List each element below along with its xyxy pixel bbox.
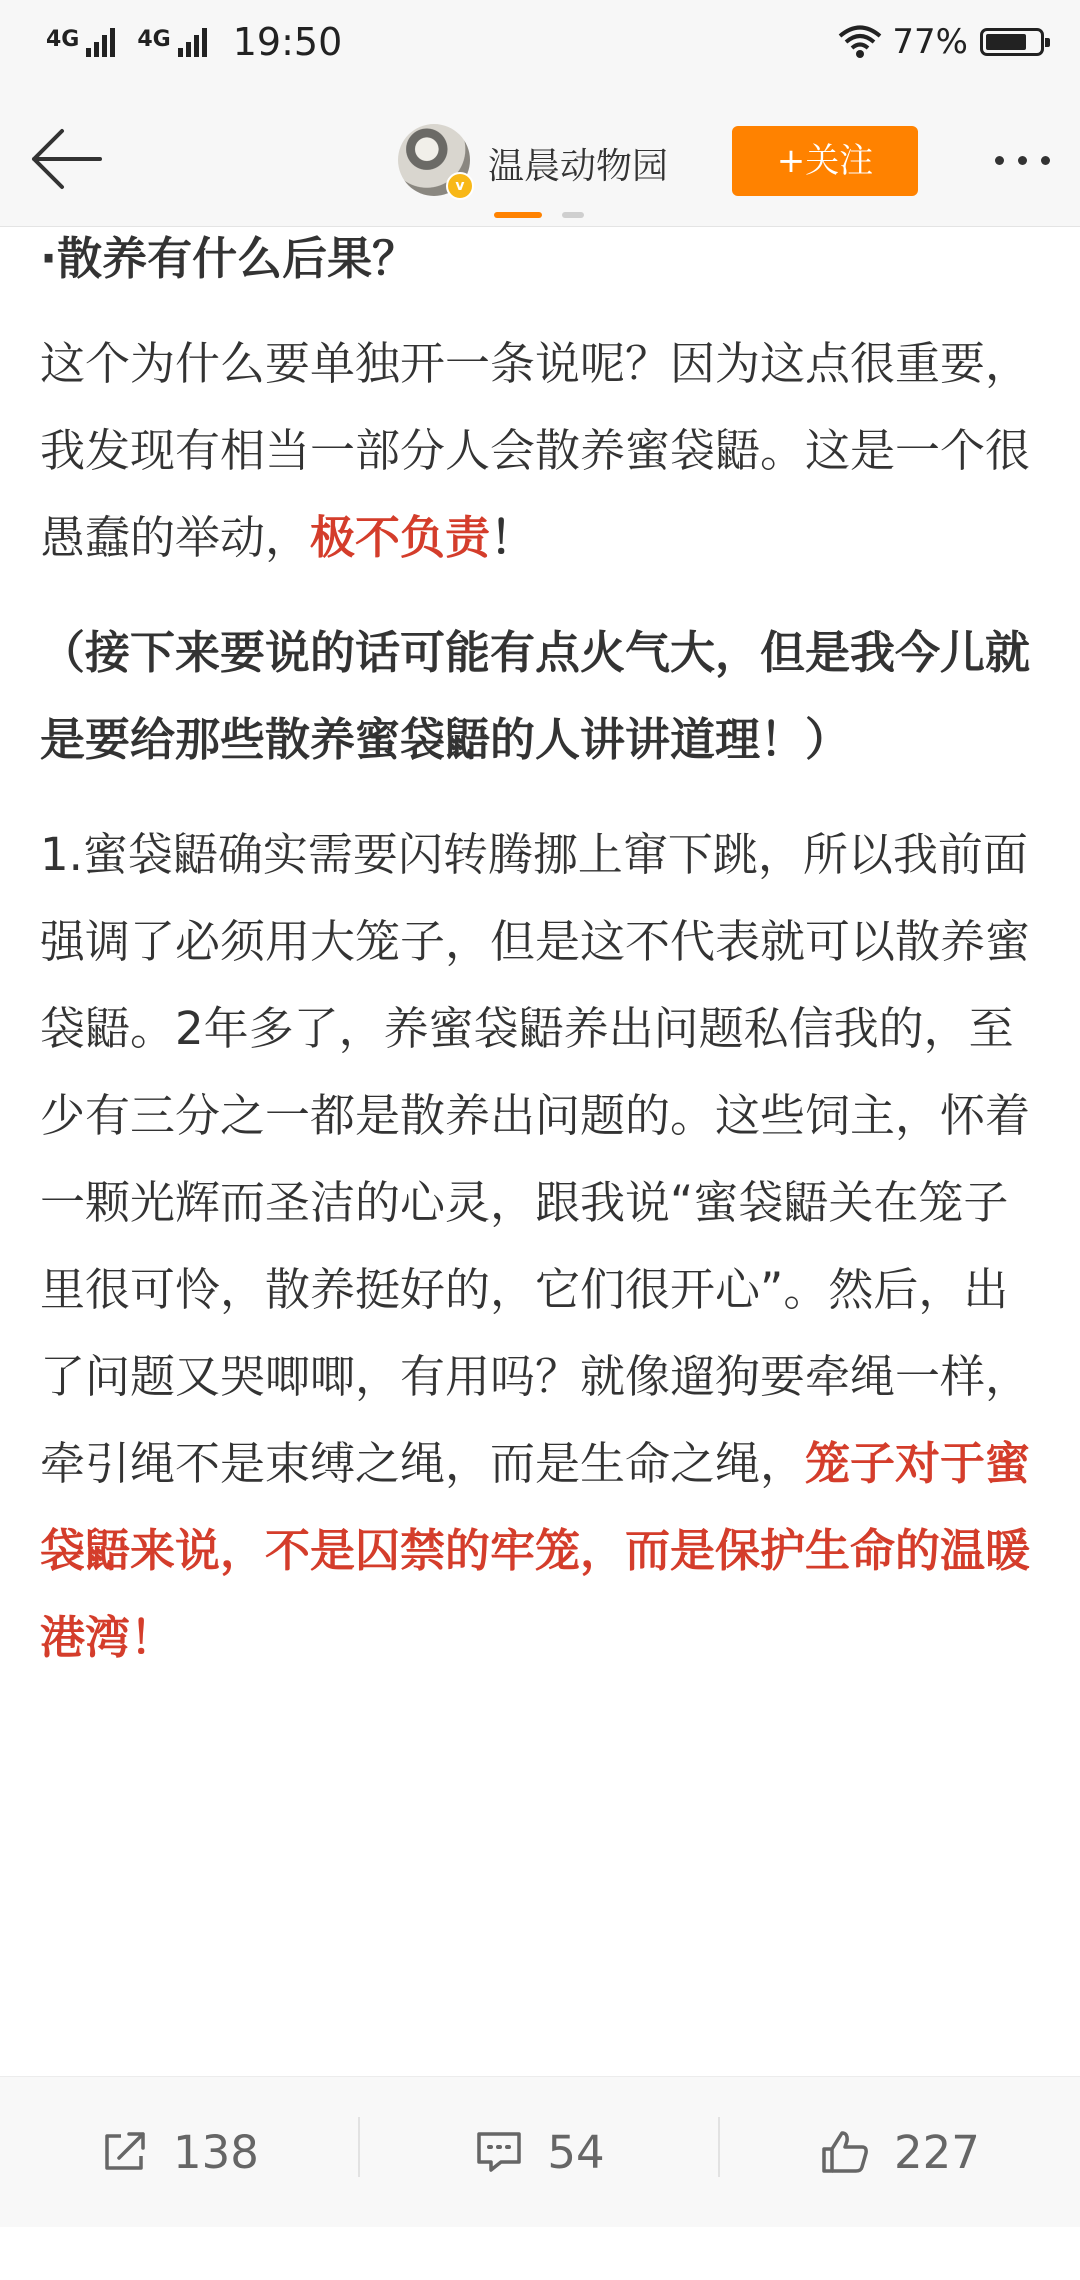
- page-indicator-active: [494, 212, 542, 218]
- comment-count: 54: [547, 2125, 605, 2179]
- paragraph-1-highlight: 极不负责: [310, 511, 491, 564]
- repost-button[interactable]: [0, 2077, 360, 2227]
- nav-bar: [0, 96, 1080, 227]
- like-button[interactable]: [720, 2077, 1080, 2227]
- paragraph-3-highlight: 笼子对于蜜袋鼯来说，不是囚禁的牢笼，而是保护生命的温暖港湾！: [40, 1437, 1031, 1664]
- network-type-label: 4G: [46, 27, 80, 52]
- comment-icon: [475, 2130, 523, 2174]
- status-left: [46, 20, 342, 64]
- paragraph-3-text: 1.蜜袋鼯确实需要闪转腾挪上窜下跳，所以我前面强调了必须用大笼子，但是这不代表就可以散养蜜袋鼯。2年多了，养蜜袋鼯养出问题私信我的，至少有三分之一都是散养出问题的。这些饲主，怀着一颗光辉而圣洁的心灵，跟我说“蜜袋鼯关在笼子里很可怜，散养挺好的，它们很开心”。然后，出了问题又哭唧唧，有用吗？就像遛狗要牵绳一样，牵引绳不是束缚之绳，而是生命之绳，: [40, 828, 1031, 1490]
- paragraph-2: （接下来要说的话可能有点火气大，但是我今儿就是要给那些散养蜜袋鼯的人讲讲道理！）: [40, 626, 1031, 766]
- action-bar: [0, 2076, 1080, 2227]
- paragraph-3: [40, 811, 1040, 1681]
- battery-level: [986, 34, 1026, 50]
- paragraph-1: [40, 320, 1040, 581]
- thumbs-up-icon: [820, 2129, 870, 2175]
- more-options-icon[interactable]: [981, 156, 1050, 165]
- signal-icon-sim2: [137, 27, 206, 57]
- repost-icon: [101, 2130, 149, 2174]
- status-right: [838, 22, 1044, 62]
- network-type-label: 4G: [137, 27, 171, 52]
- verified-badge-icon: v: [446, 172, 474, 200]
- wifi-icon: [838, 25, 882, 59]
- account-name[interactable]: 温晨动物园: [488, 146, 669, 187]
- paragraph-1-end: ！: [490, 511, 536, 564]
- section-heading: ·散养有什么后果？: [40, 232, 418, 285]
- page-indicator-inactive: [562, 212, 584, 218]
- paragraph-1-text: 这个为什么要单独开一条说呢？因为这点很重要，我发现有相当一部分人会散养蜜袋鼯。这是一个很愚蠢的举动，: [40, 337, 1031, 564]
- like-count: 227: [894, 2125, 980, 2179]
- back-arrow-icon[interactable]: [28, 124, 104, 194]
- repost-count: 138: [173, 2125, 259, 2179]
- comment-button[interactable]: [360, 2077, 720, 2227]
- battery-percent: 77%: [892, 22, 968, 62]
- clock: 19:50: [232, 20, 343, 64]
- status-bar: [0, 0, 1080, 96]
- follow-button[interactable]: +关注: [732, 126, 918, 196]
- battery-icon: [980, 28, 1044, 56]
- signal-icon-sim1: [46, 27, 115, 57]
- article-body: [40, 226, 1040, 2066]
